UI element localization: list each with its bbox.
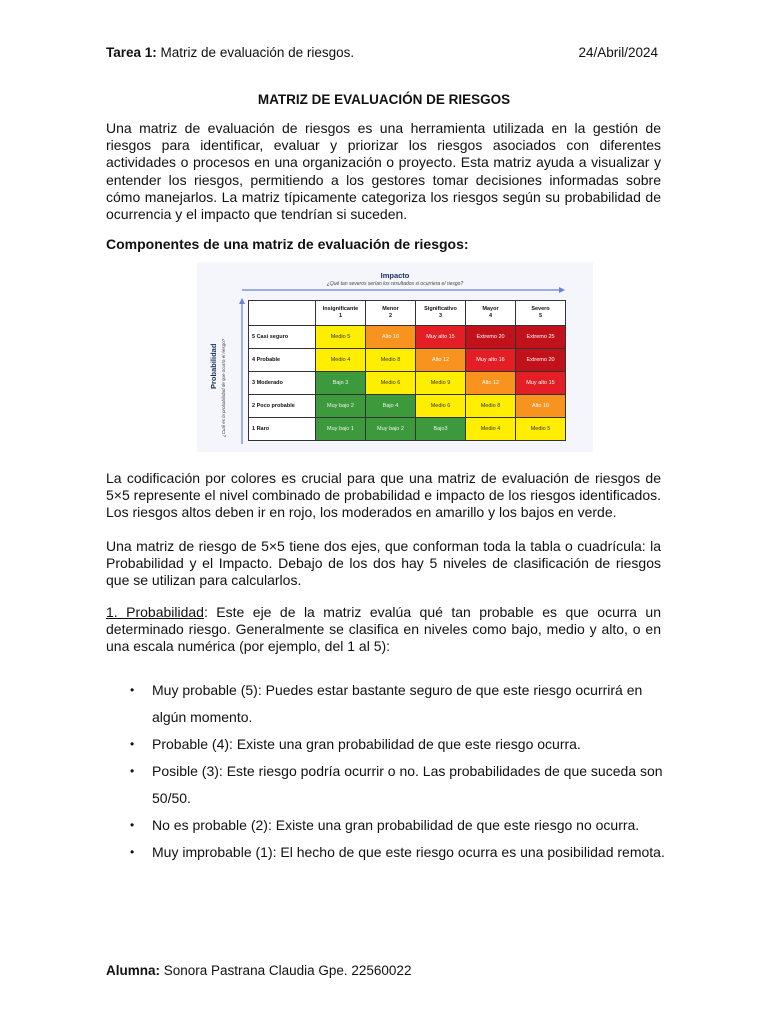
probability-row-label: 2 Poco probable xyxy=(249,395,316,418)
risk-cell: Medio 8 xyxy=(466,395,516,418)
probability-row-label: 3 Moderado xyxy=(249,372,316,395)
risk-matrix-image xyxy=(197,262,593,452)
matrix-corner-cell xyxy=(249,301,316,326)
risk-cell: Alto 12 xyxy=(466,372,516,395)
student-label: Alumna: xyxy=(106,963,160,978)
impact-col-3: Significativo 3 xyxy=(416,301,466,326)
matrix-row xyxy=(249,372,566,395)
list-item xyxy=(130,839,670,866)
risk-cell: Medio 9 xyxy=(416,372,466,395)
risk-matrix-table xyxy=(248,300,566,441)
impact-axis-title: Impacto xyxy=(380,271,410,280)
risk-cell: Medio 5 xyxy=(516,418,566,441)
risk-cell: Muy bajo 2 xyxy=(316,395,366,418)
risk-cell: Muy alto 15 xyxy=(516,372,566,395)
bullet-icon: • xyxy=(130,845,135,859)
probability-text: : Este eje de la matriz evalúa qué tan probable es que ocurra un determinado riesgo. Generalmente se clasifica en niveles como bajo, medio y alto, o en una escala numérica (por ejemplo, del 1 al 5): xyxy=(106,604,661,655)
risk-cell: Medio 4 xyxy=(316,349,366,372)
risk-cell: Alto 10 xyxy=(516,395,566,418)
student-name: Sonora Pastrana Claudia Gpe. 22560022 xyxy=(163,963,412,978)
risk-cell: Extremo 20 xyxy=(466,326,516,349)
matrix-body xyxy=(249,326,566,441)
page-header xyxy=(106,45,658,60)
probability-axis-subtitle: ¿Cuál es la probabilidad de que ocurra el riesgo? xyxy=(221,338,226,437)
bullet-icon: • xyxy=(130,737,135,751)
task-title: Tarea 1: Matriz de evaluación de riesgos. xyxy=(106,45,355,60)
probability-row-label: 1 Raro xyxy=(249,418,316,441)
probability-levels-list xyxy=(130,677,670,866)
list-item xyxy=(130,677,670,731)
impact-col-4: Mayor 4 xyxy=(466,301,516,326)
matrix-header-row xyxy=(249,301,566,326)
impact-col-2: Menor 2 xyxy=(366,301,416,326)
impact-col-5: Severo 5 xyxy=(516,301,566,326)
probability-paragraph xyxy=(106,604,661,656)
bullet-icon: • xyxy=(130,764,135,778)
matrix-row xyxy=(249,418,566,441)
risk-cell: Medio 5 xyxy=(316,326,366,349)
axes-paragraph: Una matriz de riesgo de 5×5 tiene dos ejes, que conforman toda la tabla o cuadrícula: la Probabilidad y el Impacto. Debajo de los dos hay 5 niveles de clasificación de riesgos que se utilizan para calcularlos. xyxy=(106,538,661,589)
document-date: 24/Abril/2024 xyxy=(578,45,658,60)
risk-cell: Alto 10 xyxy=(366,326,416,349)
list-item-text: Muy improbable (1): El hecho de que este riesgo ocurra es una posibilidad remota. xyxy=(152,844,665,860)
risk-cell: Muy bajo 2 xyxy=(366,418,416,441)
list-item xyxy=(130,758,670,812)
risk-cell: Alto 12 xyxy=(416,349,466,372)
list-item-text: No es probable (2): Existe una gran probabilidad de que este riesgo no ocurra. xyxy=(152,817,640,833)
matrix-row xyxy=(249,326,566,349)
matrix-row xyxy=(249,395,566,418)
matrix-row xyxy=(249,349,566,372)
probability-heading: 1. Probabilidad xyxy=(106,604,204,620)
intro-paragraph: Una matriz de evaluación de riesgos es una herramienta utilizada en la gestión de riesgos para identificar, evaluar y priorizar los riesgos asociados con diferentes actividades o procesos en una organización o proyecto. Esta matriz ayuda a visualizar y entender los riesgos, permitiendo a los gestores tomar decisiones informadas sobre cómo manejarlos. La matriz típicamente categoriza los riesgos según su probabilidad de ocurrencia y el impacto que tendrían si suceden. xyxy=(106,120,661,223)
document-title: MATRIZ DE EVALUACIÓN DE RIESGOS xyxy=(257,92,511,107)
list-item-text: Probable (4): Existe una gran probabilidad de que este riesgo ocurra. xyxy=(152,736,581,752)
list-item xyxy=(130,812,670,839)
bullet-icon: • xyxy=(130,683,135,697)
risk-cell: Medio 6 xyxy=(416,395,466,418)
impact-col-1: Insignificante 1 xyxy=(316,301,366,326)
probability-axis-arrow xyxy=(239,298,245,304)
risk-cell: Bajo 4 xyxy=(366,395,416,418)
impact-axis-arrow xyxy=(559,287,565,293)
risk-cell: Bajo3 xyxy=(416,418,466,441)
probability-row-label: 4 Probable xyxy=(249,349,316,372)
components-heading: Componentes de una matriz de evaluación de riesgos: xyxy=(106,236,469,252)
risk-cell: Medio 8 xyxy=(366,349,416,372)
risk-cell: Bajo 3 xyxy=(316,372,366,395)
page-footer xyxy=(106,963,411,978)
risk-cell: Muy alto 15 xyxy=(416,326,466,349)
risk-cell: Medio 6 xyxy=(366,372,416,395)
probability-row-label: 5 Casi seguro xyxy=(249,326,316,349)
risk-cell: Medio 4 xyxy=(466,418,516,441)
list-item-text: Muy probable (5): Puedes estar bastante seguro de que este riesgo ocurrirá en algún momento. xyxy=(152,682,643,725)
risk-cell: Muy alto 16 xyxy=(466,349,516,372)
risk-cell: Muy bajo 1 xyxy=(316,418,366,441)
risk-cell: Extremo 25 xyxy=(516,326,566,349)
list-item-text: Posible (3): Este riesgo podría ocurrir o no. Las probabilidades de que suceda son 50/50. xyxy=(152,763,663,806)
bullet-icon: • xyxy=(130,818,135,832)
impact-axis-subtitle: ¿Qué tan severos serían los resultados si ocurriera el riesgo? xyxy=(326,281,464,287)
probability-axis-title: Probabilidad xyxy=(209,343,218,389)
risk-cell: Extremo 20 xyxy=(516,349,566,372)
colors-paragraph: La codificación por colores es crucial para que una matriz de evaluación de riesgos de 5×5 represente el nivel combinado de probabilidad e impacto de los riesgos identificados. Los riesgos altos deben ir en rojo, los moderados en amarillo y los bajos en verde. xyxy=(106,470,661,521)
list-item xyxy=(130,731,670,758)
